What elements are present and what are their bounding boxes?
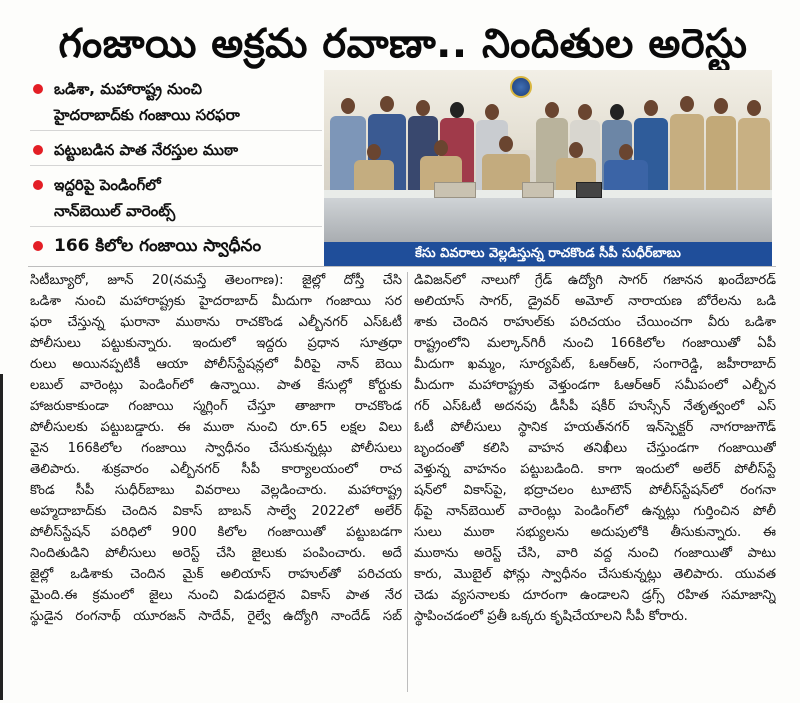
- seized-parcel: [434, 182, 476, 198]
- page-edge-mark: [0, 374, 3, 700]
- article-line: శాకు చెందిన రాహుల్‌కు పరిచయం చేయించగా వీరు ఒడిశా: [414, 315, 776, 330]
- article-line: సిటీబ్యూరో, జూన్ 20(నమస్తే తెలంగాణ): జైల్లో దోస్తీ చేసి: [30, 273, 402, 288]
- photo-figure-head: [680, 96, 694, 112]
- article-line: కారు, మొబైల్ ఫోన్లు స్వాధీనం చేసుకున్నట్లు తెలిపారు. యువత: [414, 567, 776, 582]
- photo-figure-head: [714, 98, 728, 114]
- headline: గంజాయి అక్రమ రవాణా.. నిందితుల అరెస్టు: [58, 21, 748, 67]
- article-line: హాజరుకాకుండా గంజాయి స్మగ్లింగ్ చేస్తూ తాజాగా రాచకొండ: [30, 399, 402, 414]
- photo-figure-head: [434, 140, 448, 156]
- article-column-left: [30, 270, 402, 627]
- article-line: బృందంతో కలిసి వాహన తనిఖీలు చేస్తుండగా గంజాయితో: [414, 441, 776, 456]
- article-line: అహ్మదాబాద్‌కు చెందిన వికాస్ బాబన్ సాల్వే 2022లో అలేర్: [30, 504, 402, 519]
- column-divider: [407, 272, 408, 692]
- highlight-line: హైదరాబాద్‌కు గంజాయి సరఫరా: [54, 106, 240, 124]
- photo-figure-head: [341, 98, 355, 114]
- article-line: మీదుగా మహారాష్ట్రకు వెళ్తుండగా ఓఆర్ఆర్ సమీపంలో ఎల్బీన: [414, 378, 776, 393]
- article-line: తెలిపారు. శుక్రవారం ఎల్బీనగర్ సీపీ కార్యాలయంలో రాచ: [30, 462, 402, 477]
- article-line: పోలీసులు పట్టుకున్నారు. ఇందులో ఇద్దరు ప్రధాన సూత్రధా: [30, 336, 402, 351]
- highlight-line: ఒడిశా, మహారాష్ట్ర నుంచి: [54, 80, 202, 98]
- article-line: పోలీస్‌స్టేషన్ పరిధిలో 900 కిలోల గంజాయితో పట్టుబడగా: [30, 525, 402, 540]
- photo-figure-head: [644, 100, 658, 116]
- photo-figure-head: [610, 104, 624, 120]
- highlight-line: నాన్‌బెయిల్ వారెంట్స్: [54, 202, 176, 220]
- press-photo: [324, 70, 772, 242]
- photo-table: [324, 198, 772, 242]
- article-line: రులు అయినప్పటికీ ఆయా పోలీస్‌స్టేషన్లలో వీరిపై నాన్ బెయి: [30, 357, 402, 372]
- seized-parcel: [522, 182, 554, 198]
- article-line: ఓటీ పోలీసులు స్థానిక హయత్‌నగర్ ఇన్‌స్పెక్టర్ నాగరాజుగౌడ్: [414, 420, 776, 435]
- photo-figure-head: [416, 100, 430, 116]
- article-line: ముఠాను అరెస్ట్ చేసి, వారి వద్ద నుంచి గంజాయితో పాటు: [414, 546, 776, 561]
- photo-figure-head: [578, 104, 592, 120]
- article-line: అలియాస్ సాగర్, డ్రైవర్ అమోల్ నారాయణ బోరేలను ఒడి: [414, 294, 776, 309]
- article-line: షన్‌లో వికాస్‌పై, భద్రాచలం టూటౌన్ పోలీస్‌స్టేషన్‌లో రంగనా: [414, 483, 776, 498]
- article-line: స్థుడైన రంగనాథ్ యూరజన్ సాదేవ్, రైల్వే ఉద్యోగి నాందేడ్ సబ్: [30, 609, 402, 624]
- article-line: వెళ్తున్న వాహనం పట్టుబడింది. కాగా ఇందులో అలేర్ పోలీస్‌స్టే: [414, 462, 776, 477]
- police-emblem-icon: [510, 76, 532, 98]
- photo-figure-head: [450, 102, 464, 118]
- article-line: మీదుగా ఖమ్మం, సూర్యపేట్, ఓఆర్ఆర్, సంగారెడ్డి, జహీరాబాద్: [414, 357, 776, 372]
- article-line: పోలీసులకు పట్టుబడ్డారు. ఈ ముఠా నుంచి రూ.65 లక్షల విలు: [30, 420, 402, 435]
- article-line: గర్ ఎస్ఓటీ అదనపు డీసీపీ షకీర్ హుస్సేన్ నేతృత్వంలో ఎస్: [414, 399, 776, 414]
- bullet-dot-icon: [33, 145, 43, 155]
- article-line: థ్‌పై నాన్‌బెయిల్ వారెంట్లు పెండింగ్‌లో ఉన్నట్లు గుర్తించిన పోలీ: [414, 504, 776, 519]
- article-line: నిందితుడిని పోలీసులు అరెస్ట్ చేసి జైలుకు పంపించారు. అదే: [30, 546, 402, 561]
- highlight-item: [30, 137, 322, 166]
- photo-caption: కేసు వివరాలు వెల్లడిస్తున్న రాచకొండ సీపీ సుధీర్‌బాబు: [324, 242, 772, 266]
- article-line: రాష్ట్రంలోని మల్కాన్‌గిరీ నుంచి 166కిలోల గంజాయితో ఏపీ: [414, 336, 776, 351]
- bullet-dot-icon: [33, 84, 43, 94]
- photo-figure-head: [545, 102, 559, 118]
- article-line: చెడు వ్యసనాలకు దూరంగా ఉండాలని డ్రగ్స్ రహిత సమాజాన్ని: [414, 588, 776, 603]
- highlights-list: [30, 76, 322, 267]
- article-line: ఫరా చేస్తున్న ఘరానా ముఠాను రాచకొండ ఎల్బీనగర్ ఎస్ఓటీ: [30, 315, 402, 330]
- article-line: లబుల్ వారెంట్లు పెండింగ్‌లో ఉన్నాయి. పాత కేసుల్లో కోర్టుకు: [30, 378, 402, 393]
- article-line: ఒడిశా నుంచి మహారాష్ట్రకు హైదరాబాద్ మీదుగా గంజాయి సర: [30, 294, 402, 309]
- photo-figure-head: [619, 144, 633, 160]
- highlight-line: పట్టుబడిన పాత నేరస్తుల ముఠా: [54, 141, 239, 159]
- seized-parcel: [576, 182, 602, 198]
- highlight-line: ఇద్దరిపై పెండింగ్‌లో: [54, 176, 161, 194]
- article-line: డివిజన్‌లో నాలుగో గ్రేడ్ ఉద్యోగి సాగర్ గజానన ఖందేబారడ్: [414, 273, 776, 288]
- highlight-item: [30, 172, 322, 227]
- highlight-item: [30, 76, 322, 131]
- photo-figure-head: [747, 100, 761, 116]
- photo-figure-head: [485, 104, 499, 120]
- article-line: సులు ముఠా సభ్యులను అదుపులోకి తీసుకున్నారు. ఈ: [414, 525, 776, 540]
- photo-figure-head: [367, 144, 381, 160]
- article-line: వైన 166కిలోల గంజాయి స్వాధీనం చేసుకున్నట్లు పోలీసులు: [30, 441, 402, 456]
- article-line: మైంది.ఈ క్రమంలో జైలు నుంచి విడుదలైన వికాస్ పాత నేర: [30, 588, 402, 603]
- article-line: జైల్లో ఒడిశాకు చెందిన మైక్ అలియాస్ రాహుల్‌తో పరిచయ: [30, 567, 402, 582]
- article-column-right: [414, 270, 776, 627]
- header-divider: [28, 266, 776, 267]
- highlight-line: 166 కిలోల గంజాయి స్వాధీనం: [54, 236, 262, 256]
- bullet-dot-icon: [33, 241, 43, 251]
- article-line: కొండ సీపీ సుధీర్‌బాబు వివరాలు వెల్లడించారు. మహారాష్ట్ర: [30, 483, 402, 498]
- photo-figure-head: [499, 136, 513, 152]
- article-line: స్థాపించడంలో ప్రతీ ఒక్కరు కృషిచేయాలని సీపీ కోరారు.: [414, 609, 688, 624]
- bullet-dot-icon: [33, 180, 43, 190]
- photo-figure-head: [380, 96, 394, 112]
- highlight-item: [30, 233, 322, 261]
- photo-figure-head: [569, 142, 583, 158]
